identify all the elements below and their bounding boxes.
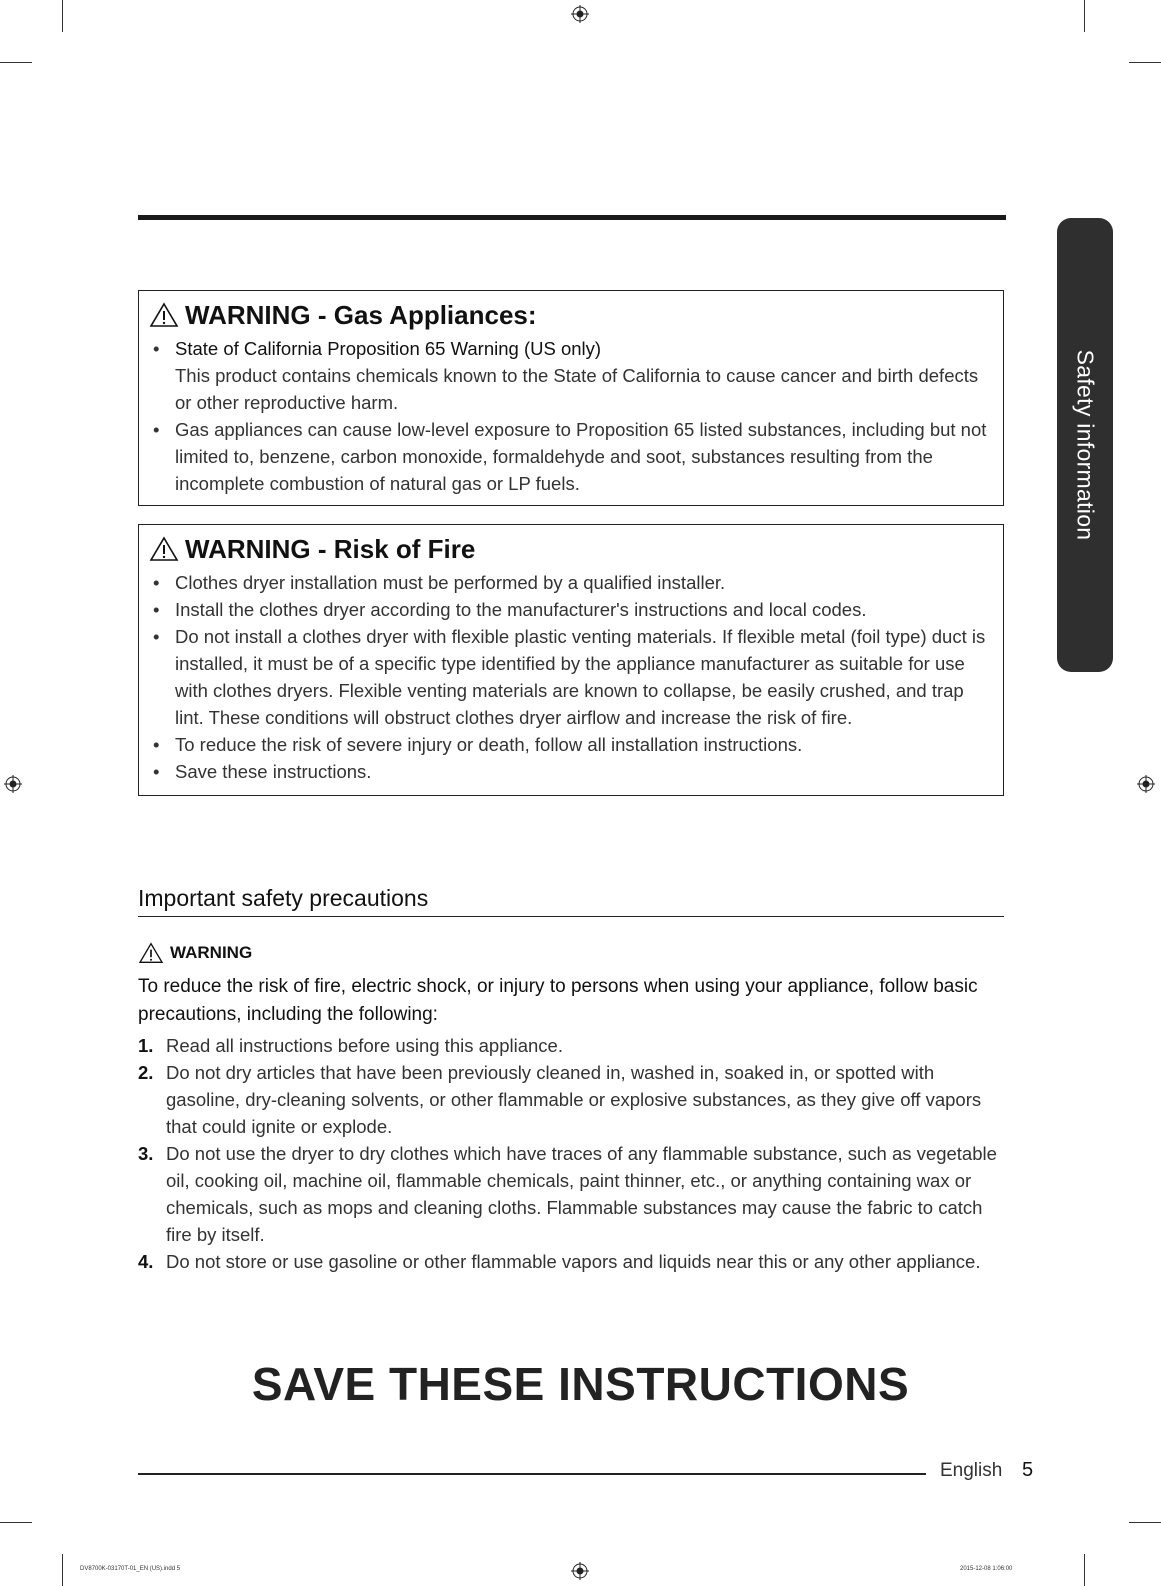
side-tab-label: Safety information: [1072, 349, 1099, 541]
step-number: 4.: [138, 1251, 154, 1272]
gas-appliances-warning-box: [138, 290, 1004, 506]
list-item: [138, 1140, 1004, 1248]
top-divider: [138, 215, 1006, 220]
section-title: Important safety precautions: [138, 885, 1004, 917]
footer-divider: [138, 1473, 926, 1475]
crop-mark: [62, 1554, 63, 1586]
list-item: [149, 335, 991, 416]
registration-mark-icon: [4, 775, 22, 793]
list-item: [138, 1059, 1004, 1140]
list-item: • Do not install a clothes dryer with flexible plastic venting materials. If flexible metal (foil type) duct is installed, it must be of a specific type identified by the appliance manufacturer as suitable for use with clothes dryers. Flexible venting materials are known to collapse, be easily crushed, and trap lint. These conditions will obstruct clothes dryer airflow and increase the risk of fire.: [149, 623, 991, 731]
crop-mark: [1084, 1554, 1085, 1586]
print-file-info: DV8700K-03170T-01_EN (US).indd 5: [80, 1566, 181, 1572]
crop-mark: [0, 1522, 32, 1523]
prop65-text: This product contains chemicals known to the State of California to cause cancer and birth defects or other reproductive harm.: [175, 365, 979, 413]
list-item: • To reduce the risk of severe injury or death, follow all installation instructions.: [149, 731, 991, 758]
warning-label-text: WARNING: [170, 943, 253, 962]
step-number: 3.: [138, 1143, 154, 1164]
gas-warning-title-text: WARNING - Gas Appliances:: [185, 300, 537, 330]
step-text: Do not use the dryer to dry clothes which have traces of any flammable substance, such as vegetable oil, cooking oil, machine oil, flammable chemicals, paint thinner, etc., or anything containing wax or chemicals, such as mops and cleaning cloths. Flammable substances may cause the fabric to catch fire by itself.: [166, 1143, 997, 1245]
warning-triangle-icon: [149, 302, 179, 328]
warning-triangle-icon: [149, 536, 179, 562]
fire-warning-box: [138, 524, 1004, 796]
crop-mark: [62, 0, 63, 32]
page-number: 5: [1022, 1459, 1034, 1481]
precautions-warning-label: [138, 942, 252, 964]
fire-warning-title: [149, 529, 991, 569]
step-text: Do not dry articles that have been previously cleaned in, washed in, soaked in, or spotted with gasoline, dry-cleaning solvents, or other flammable or explosive substances, as they give off vapors that could ignite or explode.: [166, 1062, 982, 1137]
gas-warning-title: [149, 295, 991, 335]
footer-language: English: [940, 1460, 1003, 1481]
step-number: 2.: [138, 1062, 154, 1083]
list-item: • Install the clothes dryer according to the manufacturer's instructions and local codes.: [149, 596, 991, 623]
list-item: • Clothes dryer installation must be performed by a qualified installer.: [149, 569, 991, 596]
registration-mark-icon: [1137, 775, 1155, 793]
print-date-info: 2015-12-08 1:06:00: [960, 1566, 1013, 1572]
list-item: [138, 1248, 1004, 1275]
precautions-intro: To reduce the risk of fire, electric shock, or injury to persons when using your appliance, follow basic precautions, including the following:: [138, 976, 978, 1025]
registration-mark-icon: [571, 5, 589, 23]
crop-mark: [1129, 1522, 1161, 1523]
step-text: Read all instructions before using this appliance.: [166, 1035, 563, 1056]
registration-mark-icon: [571, 1562, 589, 1580]
gas-warning-list: [149, 335, 991, 497]
list-item: • Save these instructions.: [149, 758, 991, 785]
side-tab-safety-information[interactable]: [1057, 218, 1113, 672]
step-text: Do not store or use gasoline or other flammable vapors and liquids near this or any other appliance.: [166, 1251, 981, 1272]
warning-triangle-icon: [138, 942, 164, 964]
save-instructions-banner: SAVE THESE INSTRUCTIONS: [251, 1358, 910, 1410]
crop-mark: [1129, 62, 1161, 63]
fire-warning-title-text: WARNING - Risk of Fire: [185, 534, 476, 564]
list-item: [149, 416, 991, 497]
prop65-heading: State of California Proposition 65 Warning (US only): [175, 338, 602, 359]
crop-mark: [0, 62, 32, 63]
gas-exposure-text: Gas appliances can cause low-level exposure to Proposition 65 listed substances, including but not limited to, benzene, carbon monoxide, formaldehyde and soot, substances resulting from the incomplete combustion of natural gas or LP fuels.: [175, 419, 987, 494]
precautions-steps: [138, 1032, 1004, 1275]
step-number: 1.: [138, 1035, 154, 1056]
crop-mark: [1084, 0, 1085, 32]
fire-warning-list: [149, 569, 991, 785]
list-item: [138, 1032, 1004, 1059]
